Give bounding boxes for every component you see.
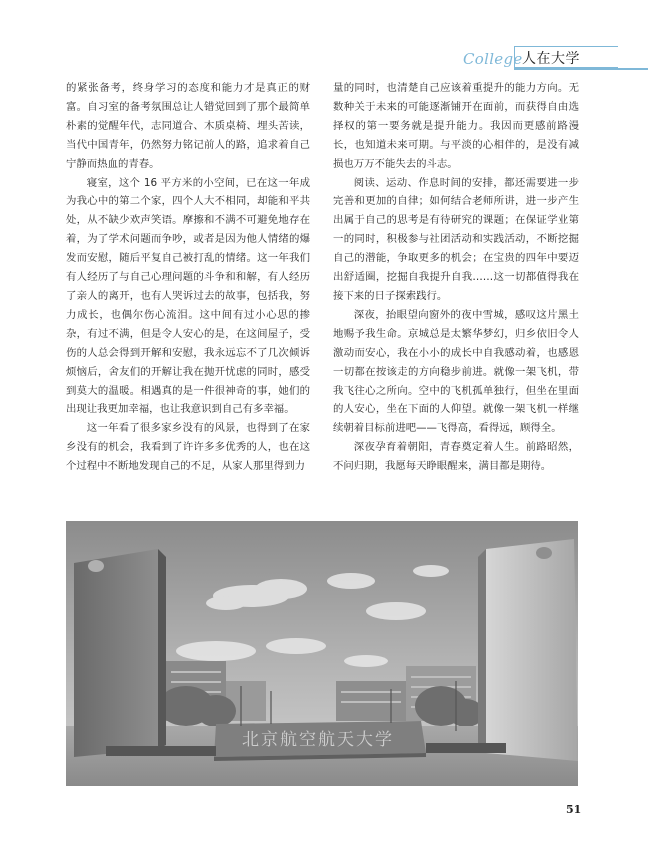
left-gate-tower <box>74 549 166 757</box>
right-column <box>333 79 579 476</box>
hedge-left <box>106 746 216 756</box>
paragraph: 深夜孕育着朝阳，青春奠定着人生。前路昭然，不问归期，我愿每天睁眼醒来，满目都是期待。 <box>333 441 579 473</box>
paragraph: 这一年看了很多家乡没有的风景，也得到了在家乡没有的机会，我看到了许许多多优秀的人，也在这个过程中不断地发现自己的不足，从家人那里得到力 <box>66 422 310 473</box>
paragraph: 的紧张备考，终身学习的态度和能力才是真正的财富。自习室的备考氛围总让人错觉回到了那个最简单朴素的觉醒年代，志同道合、木质桌椅、埋头苦读，当代中国青年，仍然努力铭记前人的路，追求着自己宁静而热血的青春。 <box>66 82 310 170</box>
hedge-right <box>426 743 506 753</box>
university-sign-text: 北京航空航天大学 <box>242 730 394 750</box>
university-stone-sign <box>214 721 426 761</box>
paragraph: 阅读、运动、作息时间的安排，都还需要进一步完善和更加的自律；如何结合老师所讲，进一步产生出属于自己的思考是有待研究的课题；在保证学业第一的同时，积极参与社团活动和实践活动，不断挖掘自己的潜能，争取更多的机会；在宝贵的四年中要迈出舒适圈，挖掘自我提升自我……这一切都值得我在接下来的日子探索践行。 <box>333 176 579 302</box>
paragraph: 寝室，这个 16 平方米的小空间，已在这一年成为我心中的第二个家，四个人大不相同，却能和平共处，从不缺少欢声笑语。摩擦和不满不可避免地存在着，为了学术问题而争吵，或者是因为他人情绪的爆发而安慰，随后平复自己被打乱的情绪。这一年我们有人经历了与自己心理问题的斗争和和解，有人经历了亲人的离开，也有人哭诉过去的故事，包括我，努力成长，也偶尔伤心流泪。这中间有过小心思的掺杂，有过不满，但是令人安心的是，在这间屋子，受伤的人总会得到开解和安慰，我永远忘不了几次倾诉烦恼后，舍友们的开解让我在抛开忧虑的同时，感受到莫大的温暖。相遇真的是一件很神奇的事，她们的出现让我更加幸福，也让我意识到自己有多幸福。 <box>66 176 310 416</box>
paragraph: 量的同时，也清楚自己应该着重提升的能力方向。无数种关于未来的可能逐渐铺开在面前，而获得自由选择权的第一要务就是提升能力。我因而更感前路漫长，也知道未来可期。与平淡的心相伴的，是没有减损也万万不能失去的斗志。 <box>333 82 579 170</box>
page-number: 51 <box>566 803 582 816</box>
header-section-zh: 人在大学 <box>522 51 580 67</box>
header-section-en: College <box>463 50 523 68</box>
header-rule <box>514 68 648 70</box>
right-gate-tower <box>478 539 578 761</box>
left-column <box>66 79 310 476</box>
paragraph: 深夜，抬眼望向窗外的夜中雪城，感叹这片黑土地赐予我生命。京城总是太繁华梦幻，归乡依旧令人激动而安心，我在小小的成长中自我感动着，也感恩一切都在按该走的方向稳步前进。就像一架飞机，带我飞往心之所向。空中的飞机孤单独行，但坐在里面的人安心，坐在下面的人仰望。就像一架飞机一样继续朝着目标前进吧——飞得高，看得远，顾得全。 <box>333 308 579 435</box>
campus-gate-photo <box>66 521 578 786</box>
